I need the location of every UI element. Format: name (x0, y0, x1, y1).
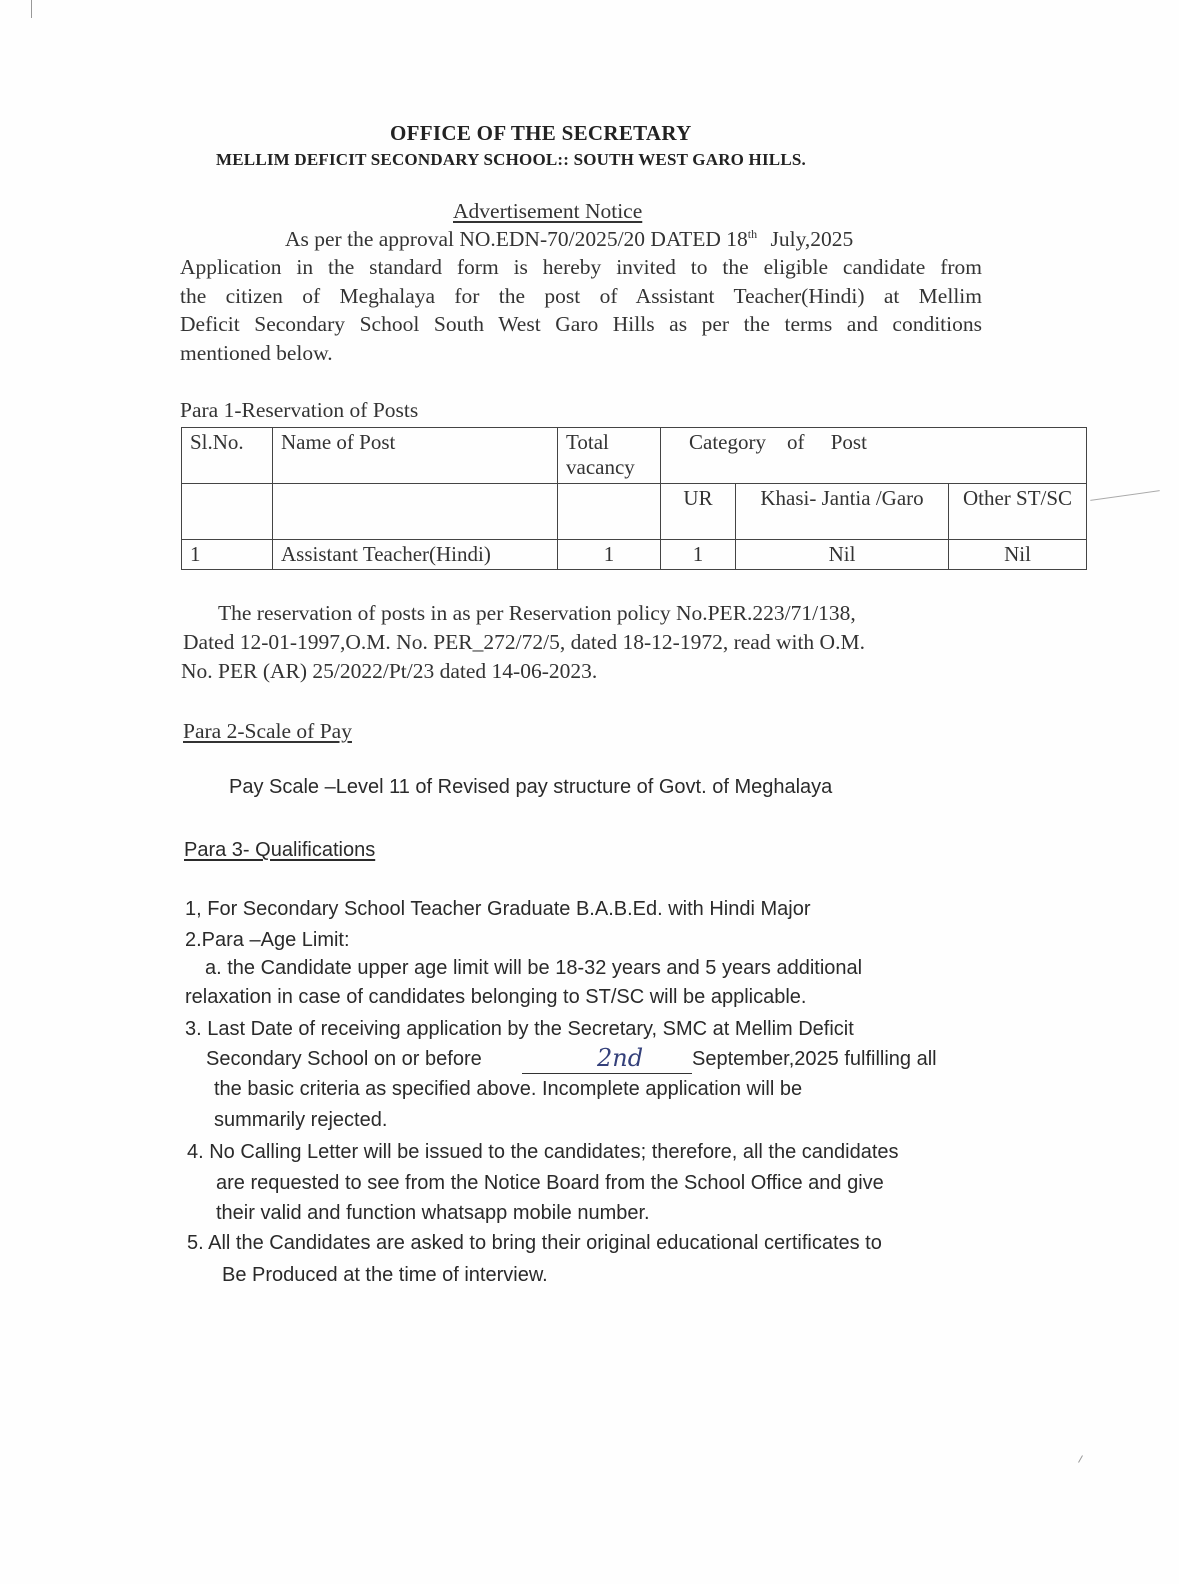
age-limit-line-2: relaxation in case of candidates belonging to ST/SC will be applicable. (185, 986, 807, 1008)
scan-edge-mark (31, 0, 32, 18)
last-date-line-3: the basic criteria as specified above. Incomplete application will be (214, 1078, 803, 1100)
calling-letter-line-1: 4. No Calling Letter will be issued to the candidates; therefore, all the candidates (187, 1141, 899, 1163)
qualification-item-2: 2.Para –Age Limit: (185, 929, 350, 951)
qualification-item-1: 1, For Secondary School Teacher Graduate B.A.B.Ed. with Hindi Major (185, 898, 811, 920)
reservation-note-line-1: The reservation of posts in as per Reservation policy No.PER.223/71/138, (218, 601, 856, 625)
date-suffix: th (747, 227, 758, 241)
notice-title: Advertisement Notice (453, 199, 643, 223)
subheader-blank-1 (182, 484, 273, 540)
school-heading: MELLIM DEFICIT SECONDARY SCHOOL:: SOUTH WEST GARO HILLS. (216, 150, 806, 169)
handwritten-date: 2nd (597, 1044, 644, 1072)
scan-fold-line (1090, 490, 1159, 501)
notice-line-5: mentioned below. (180, 341, 333, 365)
age-limit-line-1: a. the Candidate upper age limit will be 18-32 years and 5 years additional (205, 957, 863, 979)
subheader-ur: UR (661, 484, 736, 540)
last-date-line-1: 3. Last Date of receiving application by the Secretary, SMC at Mellim Deficit (185, 1018, 854, 1040)
cell-slno: 1 (182, 540, 273, 570)
para2-heading: Para 2-Scale of Pay (183, 719, 352, 743)
last-date-line-2a: Secondary School on or before (206, 1048, 482, 1070)
notice-line-3: the citizen of Meghalaya for the post of Assistant Teacher(Hindi) at Mellim (180, 284, 982, 308)
notice-line-2: Application in the standard form is hereby invited to the eligible candidate from (180, 255, 982, 279)
table-row (182, 540, 1087, 570)
reservation-note-line-2: Dated 12-01-1997,O.M. No. PER_272/72/5, dated 18-12-1972, read with O.M. (183, 630, 865, 654)
cell-khasi-jantia-garo: Nil (736, 540, 949, 570)
last-date-line-2b: September,2025 fulfilling all (692, 1048, 937, 1070)
reservation-table (181, 427, 1087, 570)
cell-name-of-post: Assistant Teacher(Hindi) (273, 540, 558, 570)
office-heading: OFFICE OF THE SECRETARY (390, 121, 692, 145)
table-header-row (182, 428, 1087, 484)
para1-heading: Para 1-Reservation of Posts (180, 398, 419, 422)
calling-letter-line-2: are requested to see from the Notice Board from the School Office and give (216, 1172, 884, 1194)
cell-ur: 1 (661, 540, 736, 570)
header-slno: Sl.No. (182, 428, 273, 484)
table-subheader-row (182, 484, 1087, 540)
header-total-vacancy: Total vacancy (558, 428, 661, 484)
subheader-other-st-sc: Other ST/SC (949, 484, 1087, 540)
scan-speck (1078, 1455, 1083, 1462)
subheader-blank-2 (273, 484, 558, 540)
para3-heading: Para 3- Qualifications (184, 839, 376, 861)
date-blank-line (522, 1073, 692, 1074)
subheader-khasi-jantia-garo: Khasi- Jantia /Garo (736, 484, 949, 540)
subheader-blank-3 (558, 484, 661, 540)
cell-vacancy: 1 (558, 540, 661, 570)
calling-letter-line-3: their valid and function whatsapp mobile number. (216, 1202, 650, 1224)
last-date-line-4: summarily rejected. (214, 1109, 388, 1131)
notice-line-1 (285, 227, 853, 252)
header-name-of-post: Name of Post (273, 428, 558, 484)
notice-line-4: Deficit Secondary School South West Garo Hills as per the terms and conditions (180, 312, 982, 336)
approval-text: As per the approval NO.EDN-70/2025/20 DATED 18 (285, 227, 748, 252)
pay-scale-text: Pay Scale –Level 11 of Revised pay structure of Govt. of Meghalaya (229, 776, 833, 798)
cell-other-st-sc: Nil (949, 540, 1087, 570)
certificates-line-2: Be Produced at the time of interview. (222, 1264, 548, 1286)
header-category: Category of Post (661, 428, 1087, 484)
reservation-note-line-3: No. PER (AR) 25/2022/Pt/23 dated 14-06-2023. (181, 659, 598, 683)
certificates-line-1: 5. All the Candidates are asked to bring their original educational certificates to (187, 1232, 882, 1254)
approval-month: July,2025 (770, 227, 854, 252)
